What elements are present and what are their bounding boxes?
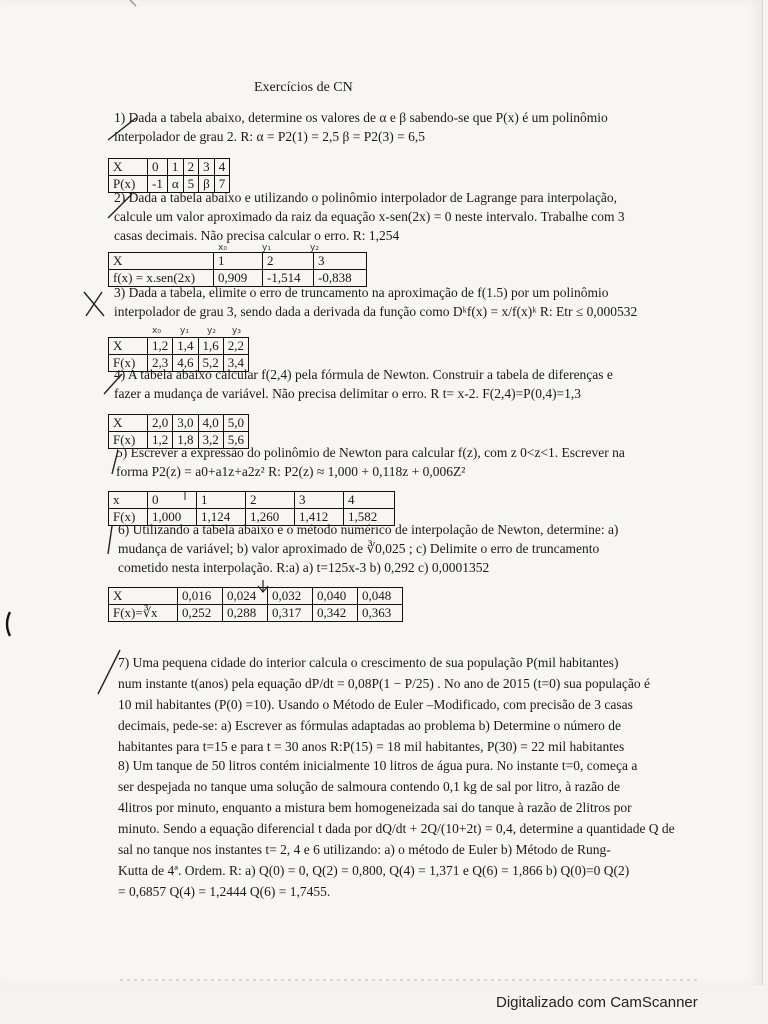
- table-cell: -0,838: [314, 270, 367, 287]
- check-mark-icon: [108, 194, 132, 218]
- table-cell: 3,0: [173, 415, 198, 432]
- table-cell: 0,252: [178, 605, 223, 622]
- question-text-line: ser despejada no tanque uma solução de salmoura contendo 0,1 kg de sal por litro, à razão de: [118, 779, 620, 794]
- table-cell: 7: [214, 176, 230, 193]
- table-cell: 3,2: [198, 432, 223, 449]
- handwritten-note: y₂: [207, 326, 216, 336]
- table-cell: X: [109, 159, 148, 176]
- handwritten-note: y₂: [310, 243, 319, 253]
- table-cell: 0,040: [313, 588, 358, 605]
- table-cell: 0,016: [178, 588, 223, 605]
- handwritten-note: x₀: [218, 243, 227, 253]
- handwritten-note: x₀: [152, 326, 161, 336]
- table-cell: 2: [246, 492, 295, 509]
- handwritten-note: y₃: [232, 326, 241, 336]
- margin-mark-icon: [7, 612, 10, 636]
- question-text-line: calcule um valor aproximado da raiz da equação x-sen(2x) = 0 neste intervalo. Trabalhe com 3: [114, 209, 625, 224]
- check-mark-icon: [112, 450, 118, 474]
- question-text-line: 4) A tabela abaixo calcular f(2,4) pela fórmula de Newton. Construir a tabela de diferenças e: [114, 367, 613, 382]
- table-cell: 0,032: [268, 588, 313, 605]
- table-cell: 1,124: [197, 509, 246, 526]
- table-cell: 1,412: [295, 509, 344, 526]
- question-text-line: 7) Uma pequena cidade do interior calcula o crescimento de sua população P(mil habitantes): [118, 655, 619, 670]
- table-cell: 0: [148, 159, 168, 176]
- table-cell: P(x): [109, 176, 148, 193]
- question-text-line: 4litros por minuto, enquanto a mistura bem homogeneizada sai do tanque à razão de 2litros por: [118, 800, 632, 815]
- table-cell: x: [109, 492, 148, 509]
- table-cell: 0,342: [313, 605, 358, 622]
- table-cell: F(x): [109, 432, 148, 449]
- question-text-line: 3) Dada a tabela, elimite o erro de truncamento na aproximação de f(1.5) por um polinômio: [114, 285, 609, 300]
- table-cell: 1,2: [148, 432, 173, 449]
- question-text-line: 2) Dada a tabela abaixo e utilizando o polinômio interpolador de Lagrange para interpolação,: [114, 190, 618, 205]
- table-cell: 5,0: [223, 415, 248, 432]
- table-cell: 3,4: [223, 355, 248, 372]
- table-cell: X: [109, 253, 214, 270]
- question-text-line: interpolador de grau 2. R: α = P2(1) = 2,5 β = P2(3) = 6,5: [114, 129, 425, 144]
- table-cell: 3: [314, 253, 367, 270]
- question-text-line: minuto. Sendo a equação diferencial t dada por dQ/dt + 2Q/(10+2t) = 0,4, determine a quantidade Q de: [118, 821, 675, 836]
- table-cell: X: [109, 415, 148, 432]
- table-cell: 2,2: [223, 338, 248, 355]
- question-text-line: num instante t(anos) pela equação dP/dt = 0,08P(1 − P/25) . No ano de 2015 (t=0) sua população é: [118, 676, 650, 691]
- question-text-line: mudança de variável; b) valor aproximado de ∛0,025 ; c) Delimite o erro de truncamento: [118, 541, 600, 556]
- table-cell: 5,2: [198, 355, 223, 372]
- table-cell: 1,260: [246, 509, 295, 526]
- table-cell: X: [109, 588, 178, 605]
- table-cell: 0,048: [358, 588, 403, 605]
- table-cell: -1: [148, 176, 168, 193]
- cross-mark-icon: [84, 292, 104, 316]
- table-cell: 4,6: [173, 355, 198, 372]
- question-text-line: 8) Um tanque de 50 litros contém inicialmente 10 litros de água pura. No instante t=0, começa a: [118, 758, 638, 773]
- check-mark-icon: [98, 650, 120, 694]
- table-cell: 0: [148, 492, 197, 509]
- table-cell: 1,2: [148, 338, 173, 355]
- question-text-line: interpolador de grau 3, sendo dada a derivada da função como Dᵏf(x) = x/f(x)ᵏ R: Etr ≤ 0,000532: [114, 304, 638, 319]
- question-text-line: casas decimais. Não precisa calcular o erro. R: 1,254: [114, 228, 400, 243]
- question-text-line: 10 mil habitantes (P(0) =10). Usando o Método de Euler –Modificado, com precisão de 3 casas: [118, 697, 633, 712]
- handwritten-note: y₁: [262, 243, 271, 253]
- question-text-line: cometido nesta interpolação. R:a) a) t=125x-3 b) 0,292 c) 0,0001352: [118, 560, 490, 575]
- question-text-line: forma P2(z) = a0+a1z+a2z² R: P2(z) ≈ 1,000 + 0,118z + 0,006Z²: [116, 464, 466, 479]
- table-cell: 2,0: [148, 415, 173, 432]
- check-mark-icon: [104, 374, 122, 394]
- table-cell: 0,288: [223, 605, 268, 622]
- table-cell: 1,4: [173, 338, 198, 355]
- table-cell: 2: [263, 253, 314, 270]
- table-cell: 0,909: [214, 270, 263, 287]
- handwritten-note: y₁: [180, 326, 189, 336]
- question-text-line: = 0,6857 Q(4) = 1,2444 Q(6) = 1,7455.: [118, 884, 331, 899]
- table-cell: 1: [167, 159, 183, 176]
- table-cell: 0,024: [223, 588, 268, 605]
- arrow-down-icon: [258, 580, 268, 592]
- question-text-line: 5) Escrever a expressão do polinômio de Newton para calcular f(z), com z 0<z<1. Escrever na: [116, 445, 625, 460]
- check-mark-icon: [108, 118, 136, 140]
- table-cell: 0,363: [358, 605, 403, 622]
- table-cell: 4: [344, 492, 395, 509]
- question-text-line: habitantes para t=15 e para t = 30 anos R:P(15) = 18 mil habitantes, P(30) = 22 mil habitantes: [118, 739, 625, 754]
- table-cell: F(x): [109, 355, 148, 372]
- table-cell: X: [109, 338, 148, 355]
- table-cell: f(x) = x.sen(2x): [109, 270, 214, 287]
- question-text-line: 1) Dada a tabela abaixo, determine os valores de α e β sabendo-se que P(x) é um polinômio: [114, 110, 608, 125]
- table-cell: 1: [214, 253, 263, 270]
- question-text-line: 6) Utilizando a tabela abaixo e o método numérico de interpolação de Newton, determine: a): [118, 522, 619, 537]
- page-title: Exercícios de CN: [254, 80, 353, 95]
- table-cell: β: [199, 176, 215, 193]
- question-text-line: decimais, pede-se: a) Escrever as fórmulas adaptadas ao problema b) Determine o número de: [118, 718, 622, 733]
- table-cell: 3: [295, 492, 344, 509]
- question-text-line: fazer a mudança de variável. Não precisa delimitar o erro. R t= x-2. F(2,4)=P(0,4)=1,3: [114, 386, 582, 401]
- table-cell: 2: [183, 159, 199, 176]
- table-cell: 5: [183, 176, 199, 193]
- table-cell: 1: [197, 492, 246, 509]
- table-cell: 0,317: [268, 605, 313, 622]
- table-cell: 4: [214, 159, 230, 176]
- table-cell: α: [167, 176, 183, 193]
- table-cell: 1,582: [344, 509, 395, 526]
- question-text-line: Kutta de 4ª. Ordem. R: a) Q(0) = 0, Q(2) = 0,800, Q(4) = 1,371 e Q(6) = 1,866 b) Q(0)=0 Q(2): [118, 863, 630, 878]
- table-cell: 2,3: [148, 355, 173, 372]
- table-cell: 3: [199, 159, 215, 176]
- table-cell: 1,6: [198, 338, 223, 355]
- table-cell: F(x): [109, 509, 148, 526]
- scan-artifact-icon: [130, 0, 136, 6]
- table-cell: 1,8: [173, 432, 198, 449]
- table-cell: -1,514: [263, 270, 314, 287]
- table-cell: 4,0: [198, 415, 223, 432]
- question-text-line: sal no tanque nos instantes t= 2, 4 e 6 utilizando: a) o método de Euler b) Método de Rung-: [118, 842, 611, 857]
- table-cell: 5,6: [223, 432, 248, 449]
- check-mark-icon: [108, 526, 112, 554]
- table-cell: 1,000: [148, 509, 197, 526]
- table-cell: F(x)=∛x: [109, 605, 178, 622]
- scanner-watermark: Digitalizado com CamScanner: [496, 994, 698, 1011]
